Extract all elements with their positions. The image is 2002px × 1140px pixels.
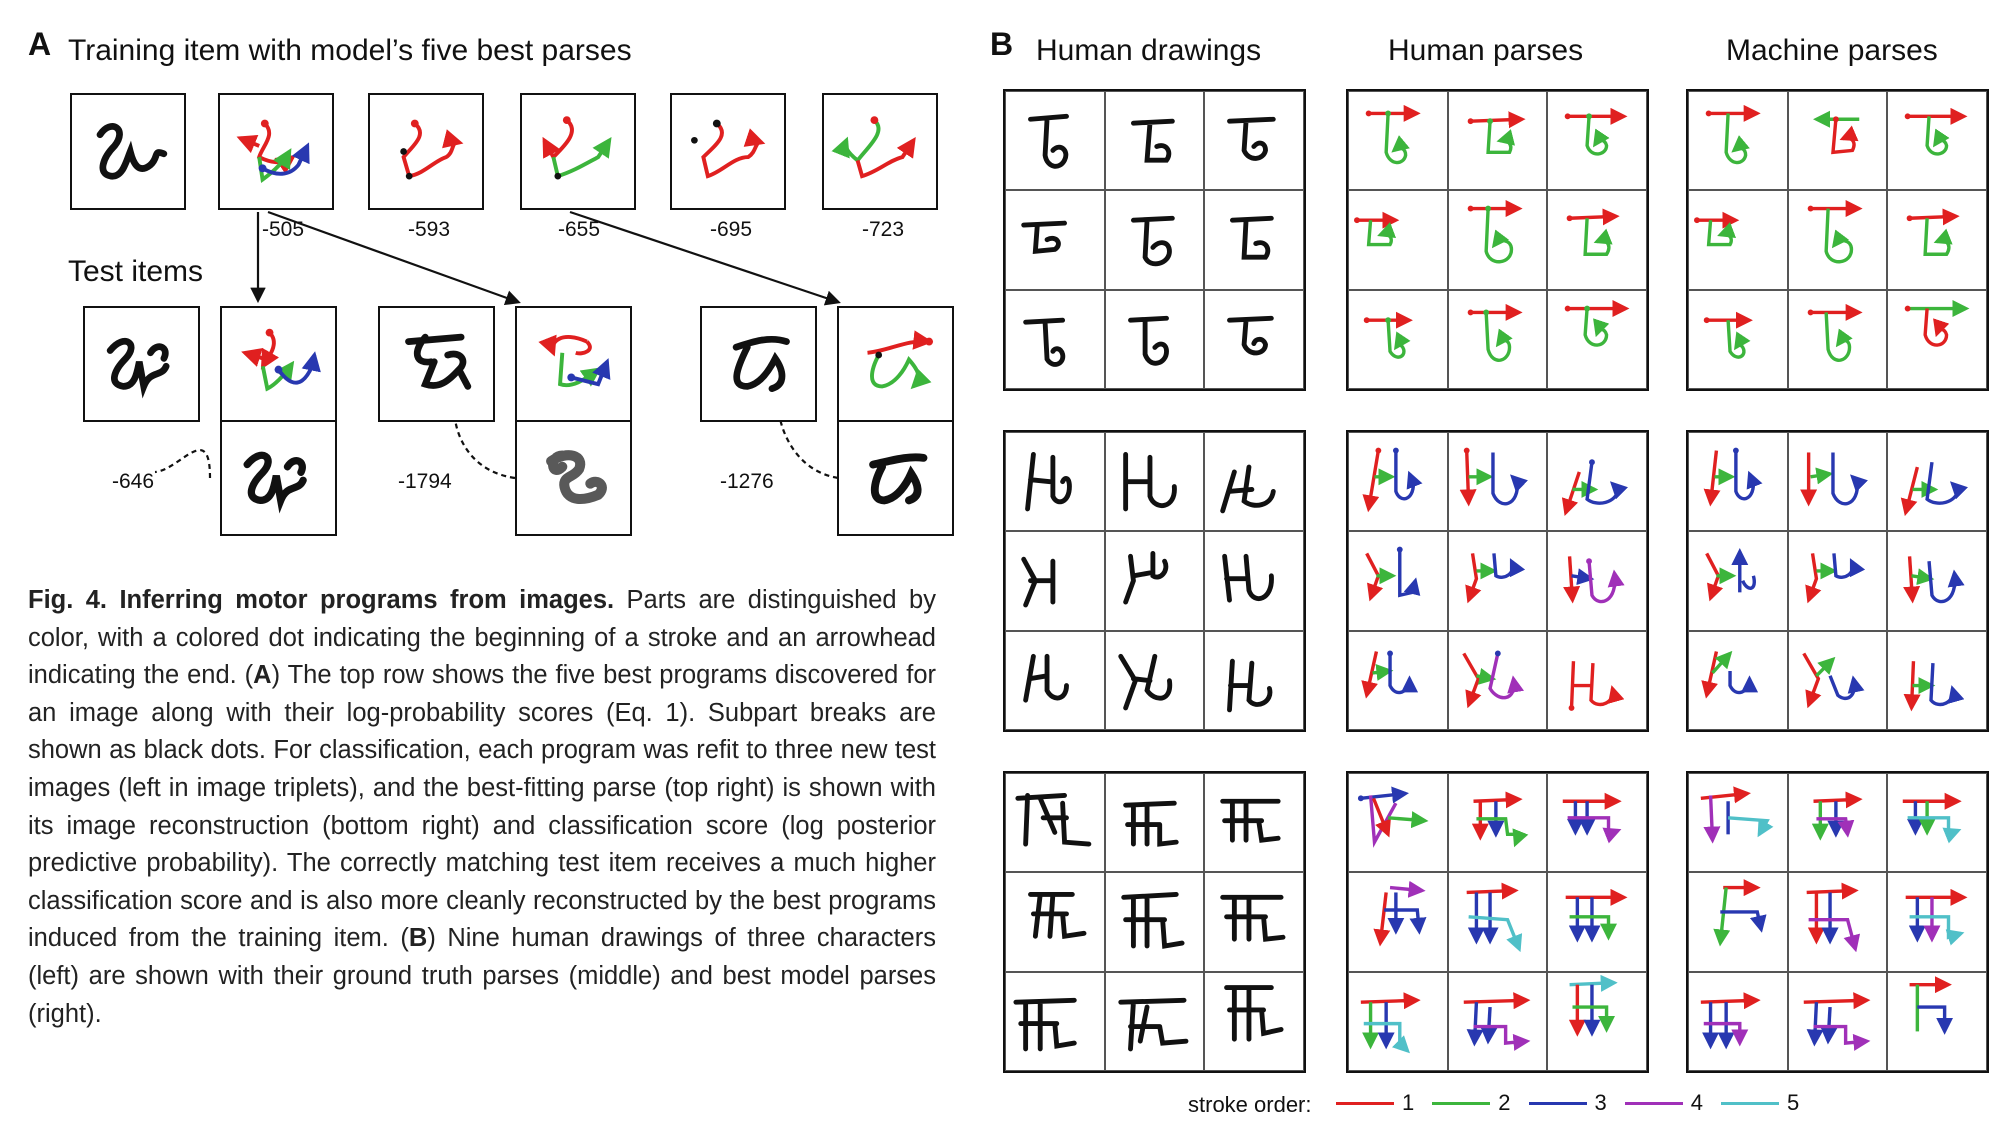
legend-swatch-1 [1336,1102,1394,1105]
legend-item-5 [1721,1090,1799,1116]
machine-parses-char-2 [1686,430,1989,732]
legend-swatch-3 [1529,1102,1587,1105]
header-human-parses: Human parses [1388,34,1584,67]
score-2: -593 [408,218,451,241]
panel-a-letter: A [28,26,52,62]
reconstruction-1 [220,420,337,536]
reconstruction-3 [837,420,954,536]
legend-number-3: 3 [1594,1090,1607,1115]
reconstruction-2 [515,420,632,536]
test-items-label: Test items [68,255,204,288]
caption-title: Fig. 4. Inferring motor programs from images. [28,586,615,614]
legend-item-2 [1432,1090,1510,1116]
caption-p3: ) Nine human drawings of three characters (left) are shown with their ground truth parses (middle) and best model parses (right). [28,924,936,1028]
figure-caption [28,582,936,1033]
caption-p2: ) The top row shows the five best programs discovered for an image along with their log-probability scores (Eq. 1). Subpart breaks are shown as black dots. For classification, each program was refit to three new test images (left in image triplets), and the best-fitting parse (top right) is shown with its image reconstruction (bottom right) and classification score (log posterior predictive probability). The correctly matching test item receives a much higher classification score and is also more cleanly reconstructed by the best programs induced from the training item. ( [28,661,936,953]
legend-item-4 [1625,1090,1703,1116]
human-drawings-char-3 [1003,771,1306,1073]
human-drawings-char-1 [1003,89,1306,391]
legend-item-3 [1529,1090,1607,1116]
stroke-order-legend [1336,1090,1799,1116]
legend-number-5: 5 [1787,1090,1800,1115]
test-score-3: -1276 [720,470,774,493]
test-parse-2 [515,306,632,422]
score-1: -505 [262,218,305,241]
machine-parses-char-1 [1686,89,1989,391]
panel-a-title: Training item with model’s five best parses [68,34,632,67]
test-parse-3 [837,306,954,422]
test-image-2 [378,306,495,422]
legend-number-2: 2 [1498,1090,1511,1115]
legend-swatch-4 [1625,1102,1683,1105]
test-image-1 [83,306,200,422]
test-score-1: -646 [112,470,155,493]
score-4: -695 [710,218,753,241]
test-parse-1 [220,306,337,422]
test-image-3 [700,306,817,422]
score-3: -655 [558,218,601,241]
legend-label: stroke order: [1188,1092,1312,1117]
header-machine-parses: Machine parses [1726,34,1938,67]
legend-swatch-2 [1432,1102,1490,1105]
caption-p1: Parts are distinguished by color, with a colored dot indicating the beginning of a stroke and an arrowhead indicating the end. ( [28,586,936,690]
legend-number-4: 4 [1690,1090,1703,1115]
human-parses-char-2 [1346,430,1649,732]
header-human-drawings: Human drawings [1036,34,1262,67]
human-parses-char-3 [1346,771,1649,1073]
human-parses-char-1 [1346,89,1649,391]
legend-item-1 [1336,1090,1414,1116]
legend-swatch-5 [1721,1102,1779,1105]
legend-number-1: 1 [1402,1090,1415,1115]
caption-a: A [253,661,272,690]
human-drawings-char-2 [1003,430,1306,732]
score-5: -723 [862,218,905,241]
test-score-2: -1794 [398,470,452,493]
caption-b: B [408,924,428,953]
machine-parses-char-3 [1686,771,1989,1073]
panel-b-letter: B [990,26,1014,62]
